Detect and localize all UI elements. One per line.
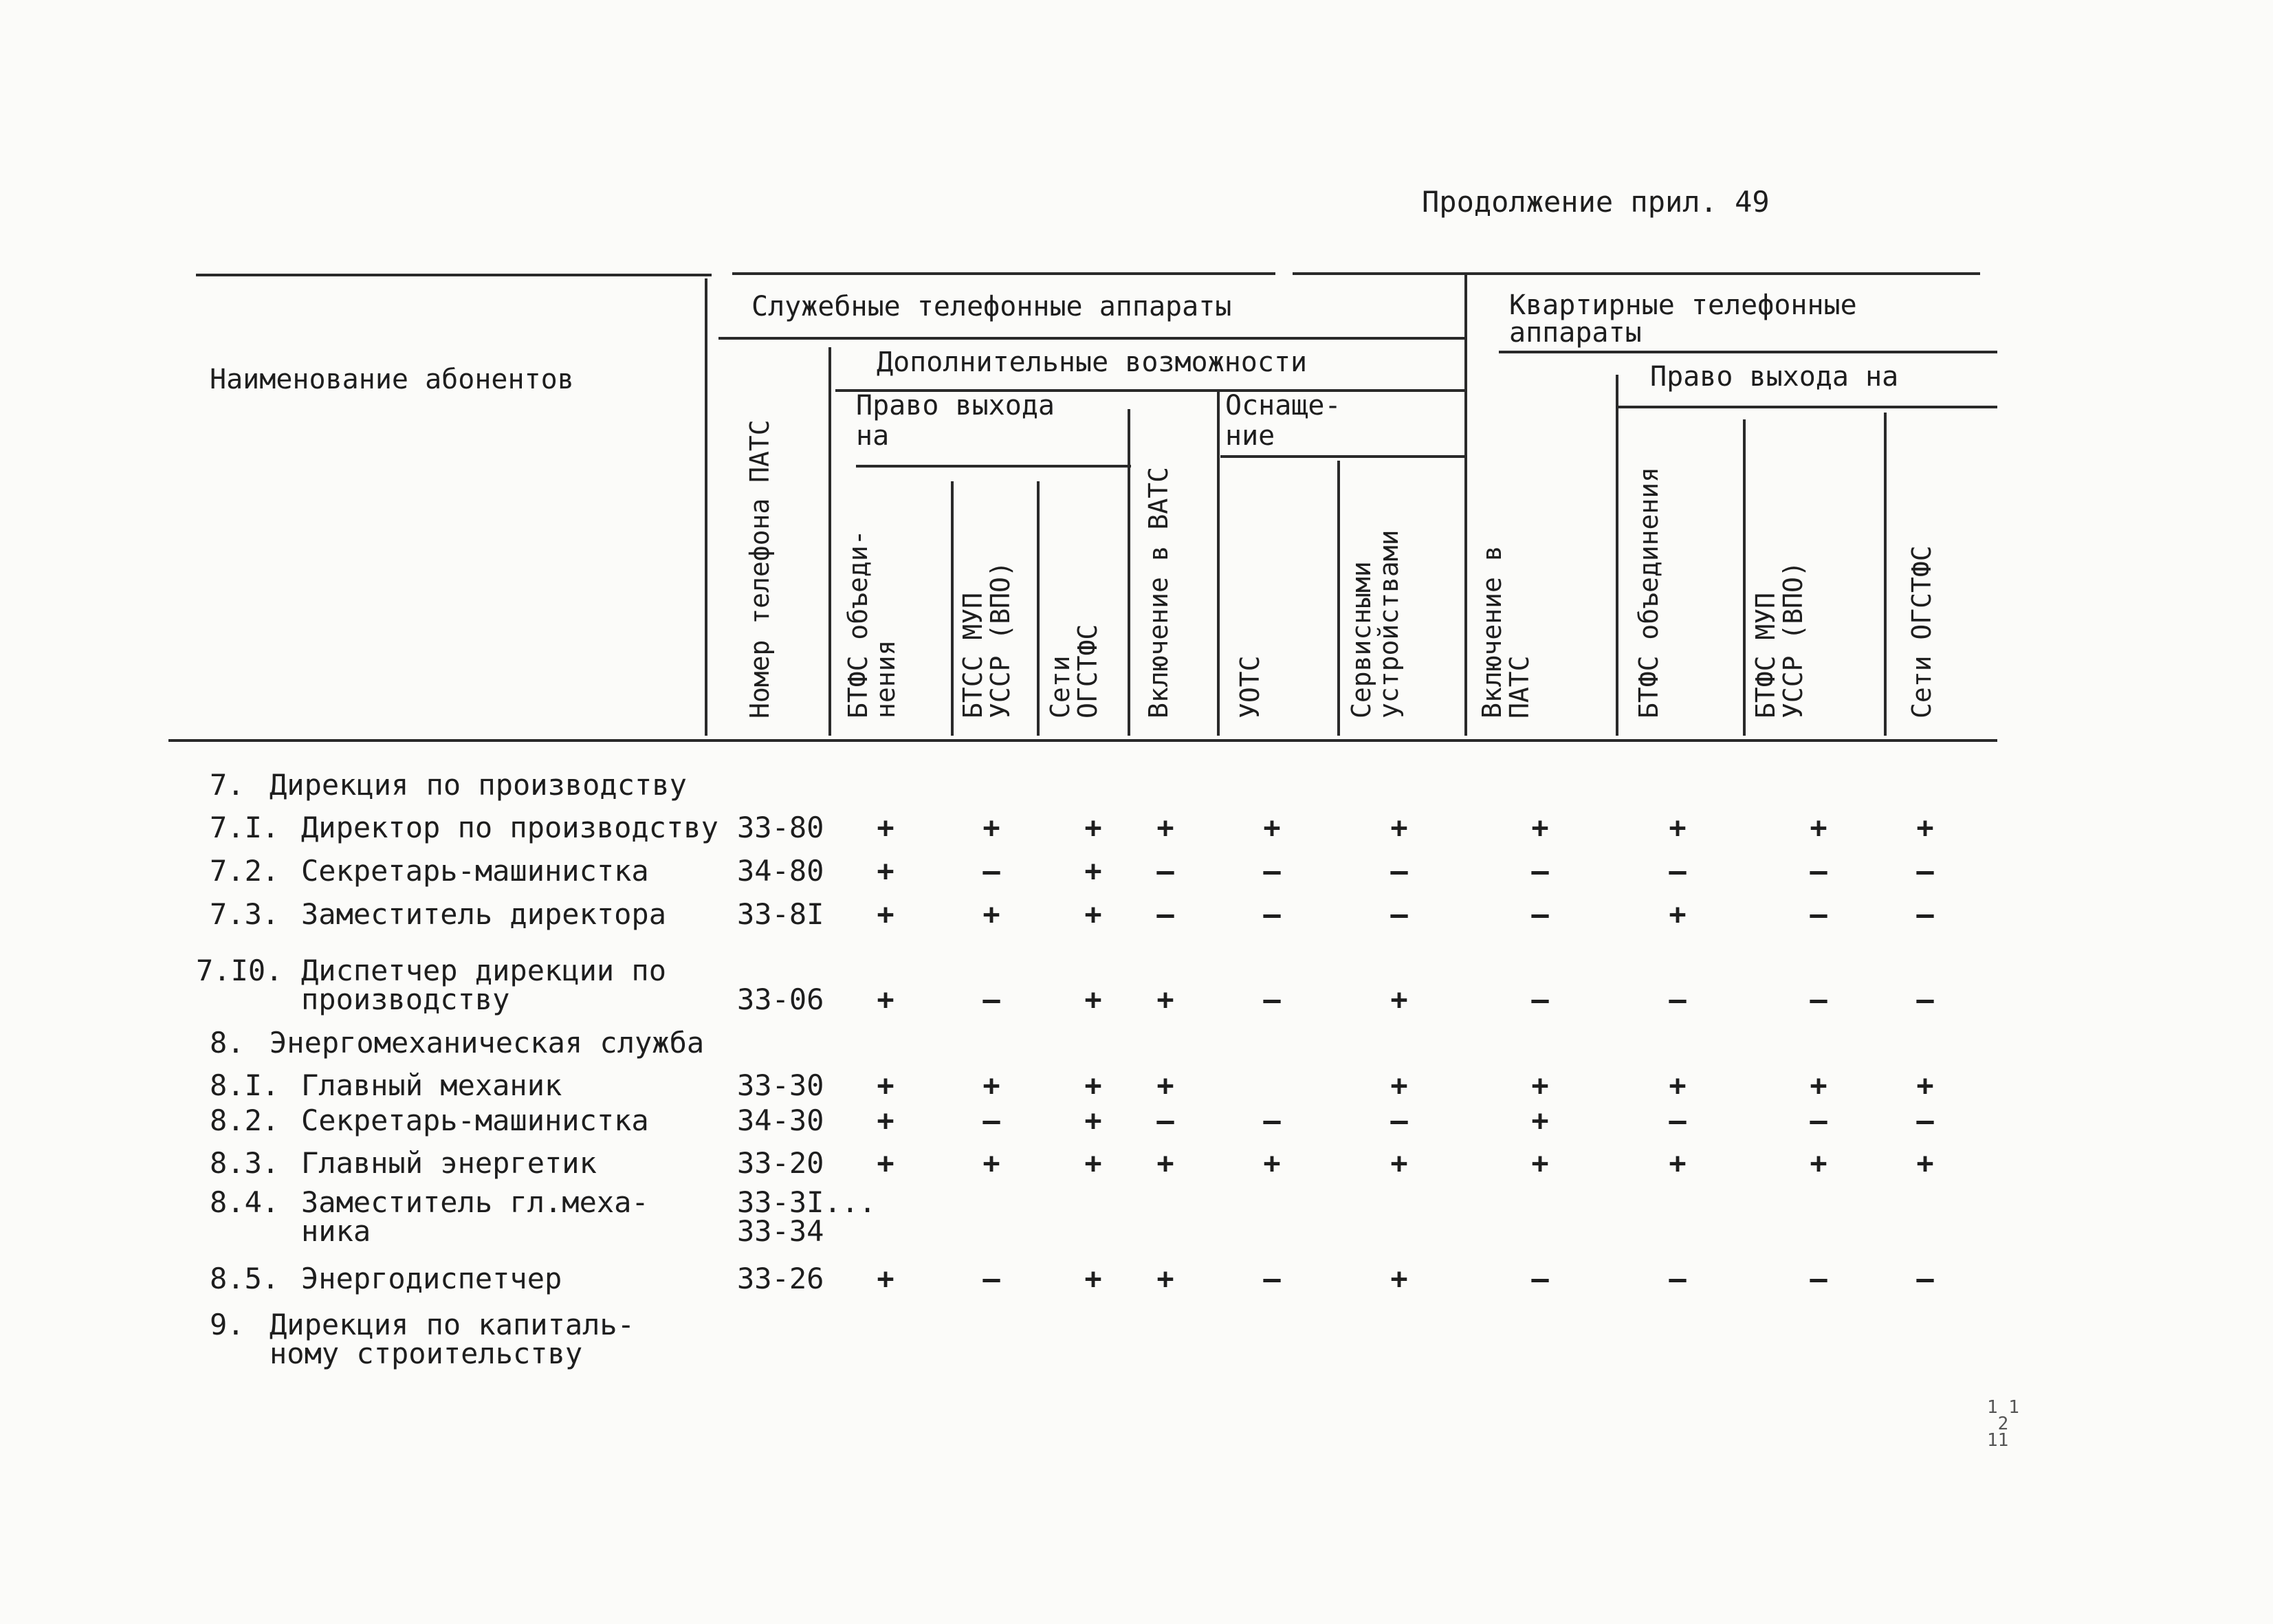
row-mark: +	[877, 1068, 894, 1102]
row-mark: +	[1084, 1068, 1102, 1102]
col-ogstfs: Сети ОГСТФС	[1045, 624, 1103, 718]
row-mark: –	[1263, 1104, 1281, 1137]
row-mark: +	[1084, 983, 1102, 1016]
row-mark: +	[1916, 811, 1934, 844]
row-mark: +	[877, 1262, 894, 1295]
col-home-btfs: БТФС объединения	[1634, 466, 1664, 718]
row-mark: –	[1263, 854, 1281, 888]
row-mark: +	[877, 1146, 894, 1180]
row-mark: –	[1156, 897, 1174, 931]
row-mark: +	[1390, 811, 1408, 844]
row-mark: +	[1263, 1146, 1281, 1180]
row-mark: –	[982, 854, 1000, 888]
row-mark: –	[1916, 854, 1934, 888]
row-number: 7.I.	[210, 811, 280, 844]
row-mark: –	[1390, 897, 1408, 931]
vrule-uots	[1217, 392, 1220, 736]
vrule-home-a	[1743, 419, 1746, 736]
row-mark: +	[1156, 1146, 1174, 1180]
row-mark: –	[1390, 1104, 1408, 1137]
row-mark: +	[877, 811, 894, 844]
row-mark: +	[1669, 897, 1687, 931]
row-mark: +	[1084, 1104, 1102, 1137]
row-mark: +	[1810, 1068, 1827, 1102]
row-mark: –	[1390, 854, 1408, 888]
row-name: производству	[301, 983, 510, 1016]
col-home-pats: Включение в ПАТС	[1477, 545, 1535, 718]
col-vats: Включение в ВАТС	[1143, 466, 1174, 718]
row-mark: +	[1084, 811, 1102, 844]
header-bottom-rule	[168, 739, 1997, 742]
row-name: Заместитель гл.меха-	[301, 1185, 649, 1219]
row-mark: +	[982, 811, 1000, 844]
row-mark: +	[982, 1068, 1000, 1102]
vrule-home-b	[1884, 413, 1887, 736]
row-mark: +	[877, 983, 894, 1016]
row-name: Энергомеханическая служба	[270, 1026, 705, 1060]
row-mark: +	[1669, 1146, 1687, 1180]
row-number: 8.	[210, 1026, 245, 1060]
col-home-ogstfs: Сети ОГСТФС	[1907, 545, 1937, 718]
row-mark: +	[1531, 1068, 1549, 1102]
row-mark: +	[1263, 811, 1281, 844]
row-mark: –	[1916, 897, 1934, 931]
row-mark: –	[1810, 1262, 1827, 1295]
row-mark: –	[1531, 983, 1549, 1016]
row-phone: 33-3I...	[737, 1185, 877, 1219]
row-mark: +	[1669, 811, 1687, 844]
header-home-exit: Право выхода на	[1650, 361, 1899, 393]
row-mark: +	[877, 897, 894, 931]
row-mark: +	[1390, 983, 1408, 1016]
row-phone: 34-30	[737, 1104, 824, 1137]
row-mark: –	[1916, 1262, 1934, 1295]
rule-under-home-exit	[1616, 406, 1997, 408]
row-number: 8.5.	[210, 1262, 280, 1295]
row-phone: 33-80	[737, 811, 824, 844]
row-mark: –	[1669, 854, 1687, 888]
row-name: Директор по производству	[301, 811, 718, 844]
rule-under-home	[1499, 351, 1997, 353]
row-name: Главный механик	[301, 1068, 562, 1102]
row-phone: 33-8I	[737, 897, 824, 931]
vrule-phone	[828, 347, 831, 736]
row-mark: –	[1531, 854, 1549, 888]
vrule-exit-a	[951, 481, 954, 736]
row-number: 8.4.	[210, 1185, 280, 1219]
vrule-vats	[1128, 409, 1130, 736]
header-service-group: Служебные телефонные аппараты	[751, 291, 1232, 322]
row-mark: –	[1669, 1104, 1687, 1137]
row-mark: +	[1390, 1262, 1408, 1295]
row-mark: –	[982, 983, 1000, 1016]
row-number: 9.	[210, 1308, 245, 1341]
vrule-service	[1337, 461, 1340, 736]
row-name: Секретарь-машинистка	[301, 854, 649, 888]
row-mark: +	[1916, 1146, 1934, 1180]
row-mark: +	[877, 854, 894, 888]
page-caption: Продолжение прил. 49	[1422, 185, 1770, 219]
col-btfs-union: БТФС объеди- нения	[843, 529, 901, 718]
row-name: Заместитель директора	[301, 897, 667, 931]
row-mark: +	[1390, 1068, 1408, 1102]
row-name: Секретарь-машинистка	[301, 1104, 649, 1137]
row-name: ному строительству	[270, 1337, 583, 1370]
col-service-devices: Сервисными устройствами	[1346, 529, 1404, 718]
row-mark: –	[1669, 983, 1687, 1016]
row-mark: –	[1916, 983, 1934, 1016]
row-phone: 33-20	[737, 1146, 824, 1180]
row-name: Дирекция по производству	[270, 768, 687, 802]
row-mark: +	[1084, 854, 1102, 888]
row-mark: –	[1263, 983, 1281, 1016]
row-name: Диспетчер дирекции по	[301, 954, 667, 987]
row-mark: –	[1810, 897, 1827, 931]
row-mark: –	[1810, 854, 1827, 888]
row-mark: +	[982, 897, 1000, 931]
row-mark: +	[1156, 983, 1174, 1016]
row-mark: +	[877, 1104, 894, 1137]
row-mark: +	[1810, 1146, 1827, 1180]
row-number: 7.I0.	[196, 954, 283, 987]
row-mark: –	[982, 1104, 1000, 1137]
row-mark: +	[1156, 811, 1174, 844]
row-mark: –	[1916, 1104, 1934, 1137]
vrule-service-home	[1464, 275, 1467, 736]
row-mark: +	[1156, 1262, 1174, 1295]
row-mark: +	[1531, 1146, 1549, 1180]
row-mark: –	[1531, 897, 1549, 931]
header-top-rule-right	[1293, 272, 1980, 275]
row-phone: 33-26	[737, 1262, 824, 1295]
row-mark: –	[982, 1262, 1000, 1295]
row-number: 8.I.	[210, 1068, 280, 1102]
row-mark: –	[1263, 897, 1281, 931]
row-phone: 33-30	[737, 1068, 824, 1102]
row-mark: –	[1531, 1262, 1549, 1295]
header-exit-right: Право выхода на	[856, 390, 1055, 452]
rule-under-service	[718, 337, 1464, 340]
row-mark: +	[1084, 897, 1102, 931]
row-phone: 33-06	[737, 983, 824, 1016]
row-number: 8.2.	[210, 1104, 280, 1137]
row-name: Дирекция по капиталь-	[270, 1308, 635, 1341]
vrule-exit-b	[1037, 481, 1040, 736]
vrule-home-pats	[1616, 375, 1618, 736]
header-top-rule-mid	[732, 272, 1275, 275]
row-mark: –	[1810, 1104, 1827, 1137]
rule-under-equipment	[1220, 455, 1464, 458]
header-equipment: Оснаще- ние	[1225, 390, 1341, 452]
col-uots: УОТС	[1235, 655, 1265, 718]
row-mark: –	[1669, 1262, 1687, 1295]
header-name-col: Наименование абонентов	[210, 364, 574, 395]
row-mark: +	[1669, 1068, 1687, 1102]
row-mark: +	[1916, 1068, 1934, 1102]
rule-under-exit	[856, 465, 1131, 468]
row-mark: +	[1390, 1146, 1408, 1180]
row-mark: –	[1156, 1104, 1174, 1137]
col-pats-number: Номер телефона ПАТС	[745, 419, 775, 718]
row-phone: 33-34	[737, 1214, 824, 1248]
row-name: Энергодиспетчер	[301, 1262, 562, 1295]
row-mark: –	[1263, 1262, 1281, 1295]
row-mark: +	[982, 1146, 1000, 1180]
header-top-rule-left	[196, 274, 712, 276]
row-number: 8.3.	[210, 1146, 280, 1180]
row-mark: +	[1531, 1104, 1549, 1137]
col-btss-mup: БТСС МУП УССР (ВПО)	[958, 561, 1015, 718]
row-mark: +	[1810, 811, 1827, 844]
row-name: ника	[301, 1214, 371, 1248]
row-mark: –	[1156, 854, 1174, 888]
header-additional: Дополнительные возможности	[877, 347, 1308, 378]
row-mark: +	[1084, 1146, 1102, 1180]
row-phone: 34-80	[737, 854, 824, 888]
row-mark: +	[1156, 1068, 1174, 1102]
row-number: 7.2.	[210, 854, 280, 888]
vrule-name	[705, 278, 707, 736]
row-mark: +	[1531, 811, 1549, 844]
header-home-group: Квартирные телефонные аппараты	[1509, 289, 1857, 349]
col-home-btfs-mup: БТФС МУП УССР (ВПО)	[1750, 561, 1808, 718]
margin-stamp: 1 1 2 11	[1987, 1397, 2019, 1451]
row-name: Главный энергетик	[301, 1146, 597, 1180]
row-number: 7.3.	[210, 897, 280, 931]
row-mark: +	[1084, 1262, 1102, 1295]
row-mark: –	[1810, 983, 1827, 1016]
row-number: 7.	[210, 768, 245, 802]
